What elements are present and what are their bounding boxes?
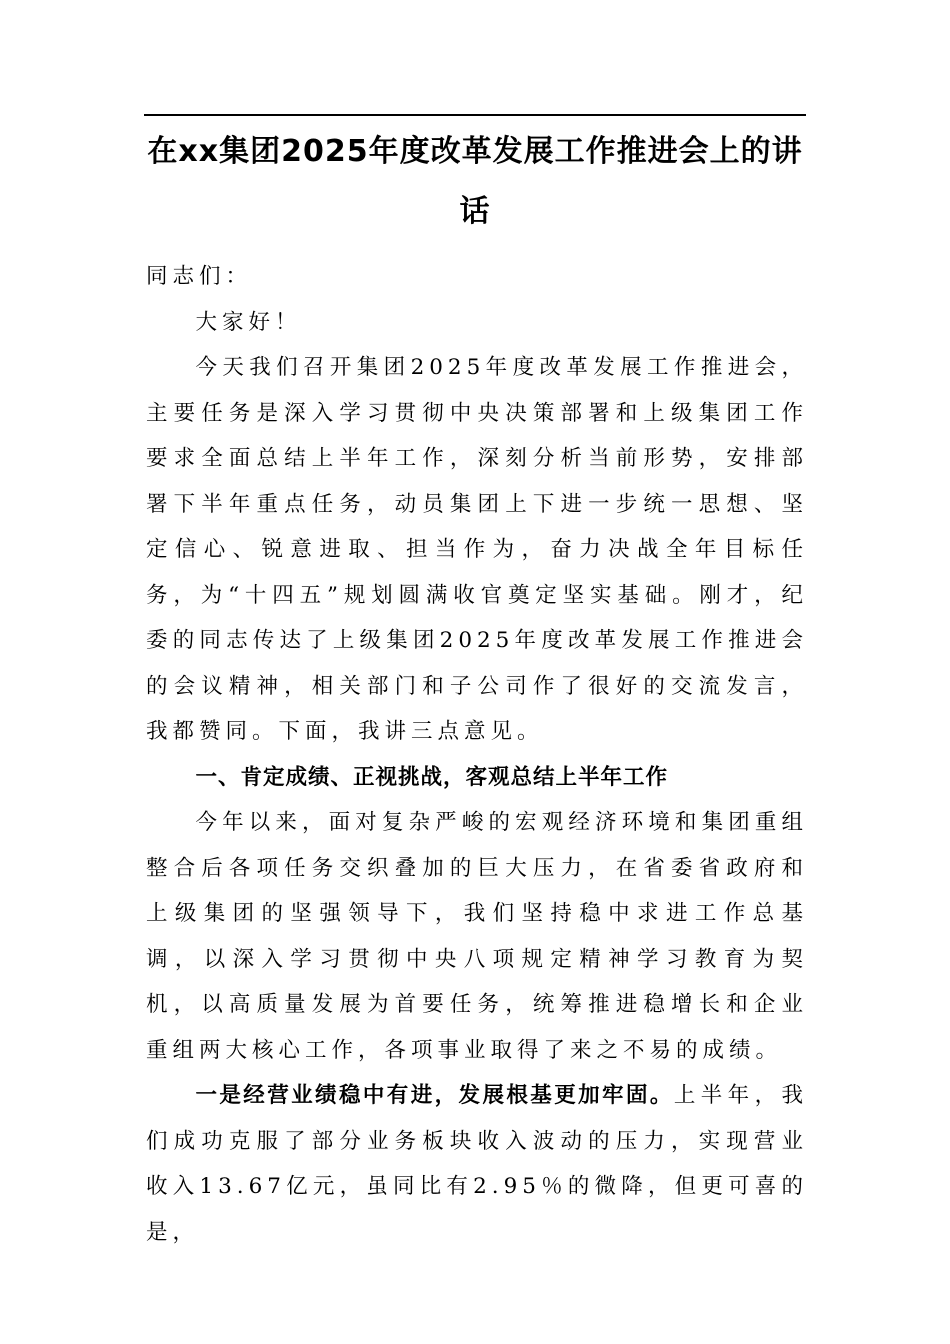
point-1-paragraph	[146, 1073, 808, 1255]
greeting: 大家好！	[195, 309, 302, 335]
document-title: 在xx集团2025年度改革发展工作推进会上的讲话	[147, 134, 803, 229]
section-1-paragraph: 今年以来，面对复杂严峻的宏观经济环境和集团重组整合后各项任务交织叠加的巨大压力，在省委省政府和上级集团的坚强领导下，我们坚持稳中求进工作总基调，以深入学习贯彻中央八项规定精神学习教育为契机，以高质量发展为首要任务，统筹推进稳增长和企业重组两大核心工作，各项事业取得了来之不易的成绩。	[146, 810, 808, 1063]
salutation: 同志们：	[146, 264, 253, 289]
point-1-body: 上半年，我们成功克服了部分业务板块收入波动的压力，实现营业收入13.67亿元，虽同比有2.95％的微降，但更可喜的是，	[146, 1083, 808, 1245]
intro-paragraph: 今天我们召开集团2025年度改革发展工作推进会，主要任务是深入学习贯彻中央决策部署和上级集团工作要求全面总结上半年工作，深刻分析当前形势，安排部署下半年重点任务，动员集团上下进一步统一思想、坚定信心、锐意进取、担当作为，奋力决战全年目标任务，为“十四五”规划圆满收官奠定坚实基础。刚才，纪委的同志传达了上级集团2025年度改革发展工作推进会的会议精神，相关部门和子公司作了很好的交流发言，我都赞同。下面，我讲三点意见。	[146, 355, 808, 744]
point-1-lead: 一是经营业绩稳中有进，发展根基更加牢固。	[195, 1083, 674, 1108]
title-top-rule	[144, 114, 806, 116]
document-body	[146, 254, 808, 1255]
section-heading-1: 一、肯定成绩、正视挑战，客观总结上半年工作	[195, 764, 668, 790]
